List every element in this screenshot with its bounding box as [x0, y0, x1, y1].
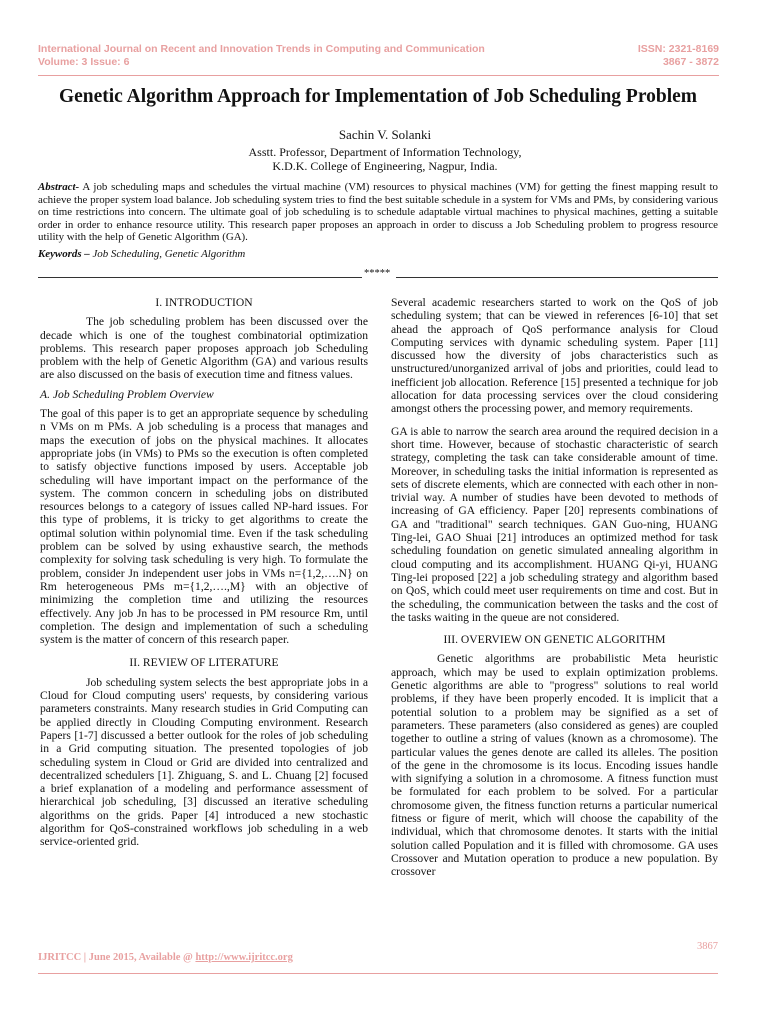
journal-url-link[interactable]: http://www.ijritcc.org	[195, 952, 293, 963]
separator-rule-right	[396, 277, 718, 278]
intro-paragraph: The job scheduling problem has been discussed over the decade which is one of the toughest combinatorial optimization problems. This research paper proposes approach job Scheduling problem with the help of Genetic Algorithm (GA) and various results are also discussed on the basis of execution time and fitness values.	[40, 315, 368, 382]
affiliation-line-1: Asstt. Professor, Department of Information Technology,	[248, 145, 522, 159]
ga-efficiency-paragraph: GA is able to narrow the search area around the required decision in a short time. However, because of stochastic characteristic of search strategy, completing the task can take considerable amount of time. Moreover, in scheduling tasks the initial information is represented as sets of discrete elements, which are connected with each other in non-trivial way. A number of studies have been devoted to methods of increasing of GA efficiency. Paper [20] represents combinations of GA and "traditional" search techniques. GAN Guo-ning, HUANG Ting-lei, GAO Shuai [21] introduces an optimized method for task scheduling foundation on genetic simulated annealing algorithm in cloud computing and its accomplishment. HUANG Qi-yi, HUANG Ting-lei proposed [22] a job scheduling strategy and algorithm based on QoS, which could meet user requirements on time and cost. But in the scheduling, the communication between the tasks and the cost of the tasks waiting in the queue are not considered.	[391, 424, 718, 624]
affiliation	[0, 145, 770, 173]
abstract	[38, 181, 718, 244]
journal-name: International Journal on Recent and Innovation Trends in Computing and Communication	[38, 43, 485, 55]
separator-stars: *****	[364, 268, 391, 279]
left-column	[40, 296, 368, 855]
separator	[38, 268, 718, 282]
separator-rule-left	[38, 277, 362, 278]
keywords-label: Keywords –	[38, 248, 90, 260]
genetic-algorithm-paragraph: Genetic algorithms are probabilistic Meta heuristic approach, which may be used to explain optimization problems. Genetic algorithms are able to "progress" solutions to real world problems, if they have been properly encoded. It is implicit that a potential solution to a problem may be signified as a set of parameters. These parameters (also considered as genes) are coupled together to outline a string of values (known as a chromosome). The particular values the genes denote are called its alleles. The position of the gene in the chromosome is its locus. Encoding issues handle with signifying a solution in a chromosome. A fitness function must be formulated for each problem to be solved. For a particular chromosome given, the fitness function returns a particular numerical fitness or figure of merit, which will choose the capability of the individual, which that chromosome denotes. It starts with the initial solution called Population and it is filled with chromosome. GA uses Crossover and Mutation operation to produce a new population. By crossover	[391, 652, 718, 879]
subsection-a-heading: A. Job Scheduling Problem Overview	[40, 387, 214, 401]
section-1-heading: I. INTRODUCTION	[155, 296, 253, 309]
section-3-heading: III. OVERVIEW ON GENETIC ALGORITHM	[443, 633, 666, 647]
qos-paragraph: Several academic researchers started to work on the QoS of job scheduling system; that can be viewed in references [6-10] that set ahead the approach of QoS performance analysis for Cloud Computing services with dynamic scheduling system. Paper [11] discussed how the diversity of jobs characteristics such as unstructured/unorganized arrival of jobs and priorities, could lead to inefficient job allocation. Reference [15] presented a technique for job allocation for data processing services over the cloud considering amongst others the processing power, and memory requirements.	[391, 296, 718, 416]
paper-title: Genetic Algorithm Approach for Implementation of Job Scheduling Problem	[58, 86, 698, 107]
abstract-text: A job scheduling maps and schedules the virtual machine (VM) resources to physical machines (VM) for getting the finest mapping result to achieve the proper system load balance. Job scheduling system tries to find the best suitable schedule in a system for VMs and PMs, by considering various on time restrictions into concern. The ultimate goal of job scheduling is to schedule adaptable virtual machines to physical machines, getting a suitable order in order to enhance resource utility. This research paper proposes an approach in order to discuss a Job Scheduling problem to progress resource utility with the help of Genetic Algorithm (GA).	[38, 181, 718, 244]
journal-header	[38, 43, 485, 69]
affiliation-line-2: K.D.K. College of Engineering, Nagpur, India.	[272, 159, 498, 173]
issn: ISSN: 2321-8169	[637, 43, 719, 55]
literature-paragraph: Job scheduling system selects the best appropriate jobs in a Cloud for Cloud computing users' requests, by considering various parameters constraints. Many research studies in Grid Computing can be applied directly in Clouding Computing environment. Research Papers [1-7] discussed a better outlook for the roles of job scheduling in a Grid computing situation. The presented topologies of job scheduling system in Cloud or Grid are divided into centralized and decentralized schedulers [1]. Zhiguang, S. and L. Chuang [2] focused a brief explanation of a modeling and performance assessment of hierarchical job scheduling, [3] discussed an iterative scheduling algorithms on the grids. Paper [4] introduced a new stochastic algorithm for QoS-constrained workflows job scheduling in a web service-oriented grid.	[40, 675, 368, 849]
author-name: Sachin V. Solanki	[338, 127, 432, 142]
keywords-text: Job Scheduling, Genetic Algorithm	[89, 248, 246, 260]
section-2-heading: II. REVIEW OF LITERATURE	[129, 656, 279, 670]
journal-volume: Volume: 3 Issue: 6	[38, 56, 130, 68]
right-column	[391, 296, 718, 884]
abstract-label: Abstract-	[38, 181, 80, 193]
page-range: 3867 - 3872	[662, 56, 719, 68]
footer-rule	[38, 973, 718, 974]
page-number: 3867	[697, 941, 718, 952]
keywords	[38, 248, 245, 260]
issn-header	[638, 43, 719, 69]
problem-overview-paragraph: The goal of this paper is to get an appropriate sequence by scheduling n VMs on m PMs. A job scheduling is a process that manages and maps the execution of jobs on the physical machines. It allocates appropriate jobs (in VMs) to PMs so the execution is often completed to satisfy objective functions imposed by users. Acceptable job scheduling will have important impact on the performance of the system. The common concern in scheduling jobs on distributed resources belongs to a category of issues called NP-hard issues. For this type of problems, it is tricky to get algorithms to create the optimal solution within polynomial time. Even if the task scheduling problem can be solved by using exhaustive search, the methods complexity for solving task scheduling is very high. To formulate the problem, consider Jn independent user jobs in VMs n={1,2,….N} on Rm heterogeneous PMs m={1,2,….,M} with an objective of minimizing the completion time and utilizing the resources effectively. Any job Jn has to be processed in PM resource Rm, until completion. The design and implementation of such a scheduling system is the matter of concern of this research paper.	[40, 407, 368, 647]
header-rule	[38, 75, 719, 76]
footer-text: IJRITCC | June 2015, Available @	[38, 952, 196, 963]
footer	[38, 952, 293, 963]
